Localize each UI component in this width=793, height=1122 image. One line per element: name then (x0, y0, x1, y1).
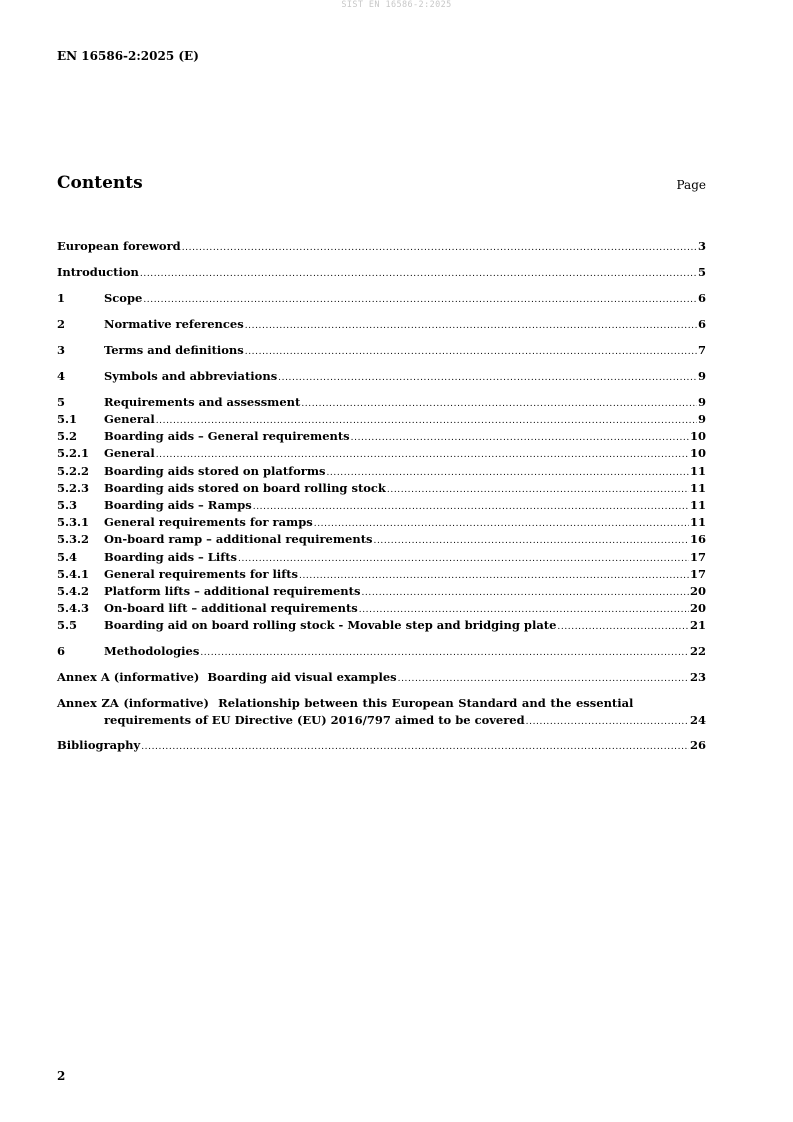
toc-entry-page: 6 (697, 316, 706, 331)
toc-entry[interactable] (57, 290, 706, 307)
toc-entry-number: 2 (57, 316, 66, 331)
toc-entry-number: 5.2 (57, 429, 78, 444)
toc-entry[interactable] (57, 583, 706, 600)
toc-entry[interactable] (57, 445, 706, 462)
toc-entry-number: 5.5 (57, 618, 78, 633)
toc-entry[interactable] (57, 394, 706, 411)
toc-entry[interactable] (57, 600, 706, 617)
toc-entry[interactable] (57, 497, 706, 514)
toc-entry-title-continued: requirements of EU Directive (EU) 2016/797 aimed to be covered (104, 713, 525, 728)
toc-entry-page: 9 (697, 368, 706, 383)
toc-entry-number: 5.4.3 (57, 601, 90, 616)
toc-entry-page: 17 (689, 549, 706, 564)
toc-entry[interactable] (57, 411, 706, 428)
toc-entry-title: General requirements for ramps (104, 515, 313, 530)
page-column-label: Page (676, 178, 706, 192)
toc-entry[interactable] (57, 264, 706, 281)
toc-entry-page: 10 (689, 446, 706, 461)
toc-entry[interactable] (57, 549, 706, 566)
toc-entry-page: 23 (689, 670, 706, 685)
toc-entry-title: Requirements and assessment (104, 394, 301, 409)
toc-leader-dots (278, 368, 697, 387)
toc-leader-dots (526, 712, 689, 731)
toc-entry-title: Scope (104, 290, 143, 305)
toc-entry[interactable] (57, 428, 706, 445)
toc-entry-number: 5.1 (57, 412, 78, 427)
toc-entry[interactable] (57, 238, 706, 255)
toc-entry[interactable] (57, 737, 706, 754)
toc-entry-title: General (104, 446, 155, 461)
toc-entry-page: 7 (697, 342, 706, 357)
toc-entry-title: Boarding aid on board rolling stock - Movable step and bridging plate (104, 618, 557, 633)
toc-entry-number: 3 (57, 342, 66, 357)
toc-entry-annex-za[interactable] (57, 695, 706, 731)
toc-entry-number: 5.4.2 (57, 583, 90, 598)
toc-entry-title: Symbols and abbreviations (104, 368, 278, 383)
toc-entry-title: Platform lifts – additional requirements (104, 583, 361, 598)
toc-entry-number: 5.3.1 (57, 515, 90, 530)
toc-entry-title: Boarding aids – Lifts (104, 549, 237, 564)
toc-leader-dots (141, 737, 689, 756)
toc-entry-title: General requirements for lifts (104, 566, 299, 581)
toc-leader-dots (200, 643, 689, 662)
toc-entry-page: 24 (689, 713, 706, 728)
watermark: SIST EN 16586-2:2025 (341, 0, 452, 10)
toc-leader-dots (140, 264, 697, 283)
toc-entry-number: 5.4.1 (57, 566, 90, 581)
toc-entry-number: 1 (57, 290, 66, 305)
toc-entry-page: 11 (689, 498, 706, 513)
contents-title: Contents (57, 173, 143, 193)
toc-entry-page: 11 (689, 480, 706, 495)
toc-entry-number: 5.2.2 (57, 463, 90, 478)
toc-entry-page: 20 (689, 601, 706, 616)
toc-entry-title: Annex A (informative) Boarding aid visual examples (57, 670, 397, 685)
toc-entry-page: 5 (697, 264, 706, 279)
toc-entry-title: Boarding aids stored on platforms (104, 463, 326, 478)
toc-entry-title: Terms and definitions (104, 342, 244, 357)
toc-entry-page: 21 (689, 618, 706, 633)
toc-entry[interactable] (57, 669, 706, 686)
toc-leader-dots (245, 342, 697, 361)
toc-entry-title: Normative references (104, 316, 244, 331)
toc-entry-page: 20 (689, 583, 706, 598)
toc-entry[interactable] (57, 316, 706, 333)
toc-entry-title: Annex ZA (informative) Relationship between this European Standard and the essential (57, 696, 634, 711)
toc-entry-number: 5.2.1 (57, 446, 90, 461)
toc-entry-title: Bibliography (57, 738, 141, 753)
toc-entry-page: 17 (689, 566, 706, 581)
page-number: 2 (57, 1069, 66, 1083)
toc-entry[interactable] (57, 342, 706, 359)
toc-entry-page: 16 (689, 532, 706, 547)
toc-entry[interactable] (57, 368, 706, 385)
toc-leader-dots (245, 316, 697, 335)
toc-entry-number: 4 (57, 368, 66, 383)
toc-entry-page: 3 (697, 239, 706, 253)
toc-entry[interactable] (57, 617, 706, 634)
toc-entry-page: 11 (689, 463, 706, 478)
toc-entry-title: Methodologies (104, 644, 200, 659)
toc-entry-title: Boarding aids – General requirements (104, 429, 350, 444)
toc-entry-number: 5 (57, 394, 66, 409)
toc-entry[interactable] (57, 566, 706, 583)
toc-entry-page: 9 (697, 412, 706, 427)
toc-entry-page: 26 (689, 738, 706, 753)
toc-entry[interactable] (57, 643, 706, 660)
toc-entry-page: 10 (689, 429, 706, 444)
toc-entry-page: 6 (697, 290, 706, 305)
toc-entry[interactable] (57, 531, 706, 548)
toc-leader-dots (398, 669, 689, 688)
toc-entry-number: 5.4 (57, 549, 78, 564)
toc-entry-page: 11 (689, 515, 706, 530)
document-id: EN 16586-2:2025 (E) (57, 49, 199, 63)
toc-leader-dots (557, 617, 689, 636)
toc-entry-number: 5.2.3 (57, 480, 90, 495)
toc-entry-title: On-board lift – additional requirements (104, 601, 358, 616)
toc-entry-title: On-board ramp – additional requirements (104, 532, 373, 547)
toc-entry-number: 6 (57, 644, 66, 659)
toc-entry-number: 5.3.2 (57, 532, 90, 547)
toc-leader-dots (182, 238, 697, 257)
toc-entry-number: 5.3 (57, 498, 78, 513)
toc-entry[interactable] (57, 463, 706, 480)
toc-entry-page: 9 (697, 394, 706, 409)
toc-entry[interactable] (57, 480, 706, 497)
toc-entry-title: Boarding aids stored on board rolling stock (104, 480, 386, 495)
toc-entry-title: General (104, 412, 155, 427)
toc-entry-title: Introduction (57, 264, 139, 279)
table-of-contents (57, 238, 706, 754)
toc-entry-title: Boarding aids – Ramps (104, 498, 252, 513)
toc-entry-title: European foreword (57, 239, 181, 253)
toc-leader-dots (143, 290, 697, 309)
toc-entry-page: 22 (689, 644, 706, 659)
toc-entry[interactable] (57, 514, 706, 531)
